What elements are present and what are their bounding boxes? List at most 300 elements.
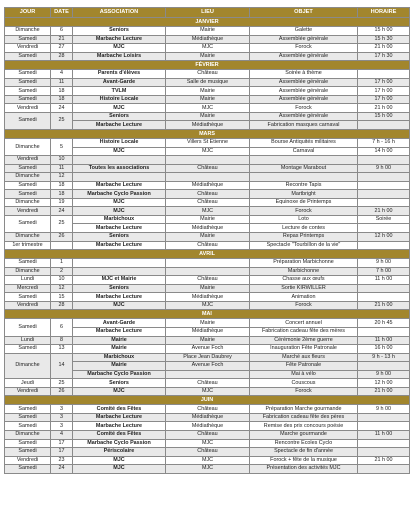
- cell-objet: Rencontre Ecoles Cyclo: [250, 439, 358, 448]
- cell-association: Marbichoux: [73, 353, 166, 362]
- cell-jour: Samedi: [5, 345, 51, 354]
- cell-association: Seniors: [73, 112, 166, 121]
- cell-date: 1: [51, 259, 73, 268]
- month-row: [5, 18, 410, 27]
- cell-jour: Samedi: [5, 448, 51, 457]
- cell-date: 6: [51, 319, 73, 336]
- header-date: DATE: [51, 8, 73, 18]
- cell-association: Mairie: [73, 345, 166, 354]
- cell-date: 28: [51, 52, 73, 61]
- cell-lieu: MJC: [166, 456, 250, 465]
- cell-horaire: [358, 448, 410, 457]
- cell-objet: Marbichonne: [250, 267, 358, 276]
- cell-date: 10: [51, 276, 73, 285]
- table-row: [5, 95, 410, 104]
- table-row: [5, 207, 410, 216]
- cell-lieu: Villers St Etienne: [166, 139, 250, 148]
- cell-association: Seniors: [73, 284, 166, 293]
- cell-jour: Samedi: [5, 70, 51, 79]
- cell-horaire: [358, 121, 410, 130]
- month-header: MARS: [5, 130, 410, 139]
- cell-horaire: 21 h 00: [358, 104, 410, 113]
- cell-objet: Martbright: [250, 190, 358, 199]
- cell-jour: Samedi: [5, 164, 51, 173]
- month-header: AVRIL: [5, 250, 410, 259]
- table-row: [5, 215, 410, 224]
- cell-objet: Chasse aux œufs: [250, 276, 358, 285]
- table-row: [5, 35, 410, 44]
- cell-horaire: [358, 413, 410, 422]
- cell-association: Comité des Fêtes: [73, 405, 166, 414]
- table-row: [5, 267, 410, 276]
- table-row: [5, 448, 410, 457]
- month-row: [5, 61, 410, 70]
- cell-jour: Dimanche: [5, 27, 51, 36]
- table-row: [5, 27, 410, 36]
- cell-objet: Remise des prix concours poésie: [250, 422, 358, 431]
- cell-horaire: 17 h 00: [358, 87, 410, 96]
- cell-association: [73, 259, 166, 268]
- cell-date: 21: [51, 35, 73, 44]
- table-row: [5, 112, 410, 121]
- table-row: [5, 319, 410, 328]
- table-row: [5, 284, 410, 293]
- cell-objet: Bourse Antiquités militaires: [250, 139, 358, 148]
- table-row: [5, 104, 410, 113]
- cell-horaire: 9 h 00: [358, 370, 410, 379]
- cell-lieu: Château: [166, 405, 250, 414]
- month-header: JUIN: [5, 396, 410, 405]
- cell-jour: Samedi: [5, 405, 51, 414]
- cell-objet: Soirée à thème: [250, 70, 358, 79]
- cell-date: 13: [51, 345, 73, 354]
- cell-jour: Samedi: [5, 52, 51, 61]
- cell-lieu: Mairie: [166, 336, 250, 345]
- cell-date: 19: [51, 198, 73, 207]
- month-row: [5, 130, 410, 139]
- cell-objet: [250, 156, 358, 165]
- table-row: [5, 336, 410, 345]
- cell-horaire: [358, 422, 410, 431]
- cell-association: Marbache Loisirs: [73, 52, 166, 61]
- cell-date: 11: [51, 78, 73, 87]
- header-jour: JOUR: [5, 8, 51, 18]
- cell-jour: Dimanche: [5, 233, 51, 242]
- cell-objet: Fête Patronale: [250, 362, 358, 371]
- cell-date: 5: [51, 139, 73, 156]
- cell-horaire: 20 h 45: [358, 319, 410, 328]
- table-row: [5, 156, 410, 165]
- cell-jour: Samedi: [5, 181, 51, 190]
- table-row: [5, 87, 410, 96]
- table-body: [5, 18, 410, 474]
- cell-date: 11: [51, 164, 73, 173]
- month-header: MAI: [5, 310, 410, 319]
- table-row: [5, 78, 410, 87]
- cell-jour: Jeudi: [5, 379, 51, 388]
- cell-horaire: [358, 439, 410, 448]
- cell-jour: Dimanche: [5, 267, 51, 276]
- cell-association: Marbache Lecture: [73, 327, 166, 336]
- cell-lieu: MJC: [166, 301, 250, 310]
- cell-objet: Assemblée générale: [250, 52, 358, 61]
- cell-association: Marbache Cyclo Passion: [73, 190, 166, 199]
- cell-date: 24: [51, 207, 73, 216]
- cell-association: Seniors: [73, 379, 166, 388]
- table-row: [5, 233, 410, 242]
- cell-date: 3: [51, 422, 73, 431]
- cell-horaire: 7 h - 16 h: [358, 139, 410, 148]
- cell-association: Marbache Lecture: [73, 293, 166, 302]
- cell-lieu: Mairie: [166, 87, 250, 96]
- cell-association: Périscolaire: [73, 448, 166, 457]
- cell-objet: Marche gourmande: [250, 430, 358, 439]
- cell-lieu: Château: [166, 430, 250, 439]
- cell-objet: [250, 173, 358, 182]
- cell-lieu: MJC: [166, 439, 250, 448]
- cell-lieu: Mairie: [166, 95, 250, 104]
- cell-date: 6: [51, 27, 73, 36]
- cell-objet: Présentation des activités MJC: [250, 465, 358, 474]
- cell-date: 18: [51, 190, 73, 199]
- cell-objet: Spectacle de fin d'année: [250, 448, 358, 457]
- table-row: [5, 173, 410, 182]
- cell-association: Marbache Lecture: [73, 181, 166, 190]
- table-row: [5, 259, 410, 268]
- cell-objet: Préparation Marche gourmande: [250, 405, 358, 414]
- cell-lieu: Médiathèque: [166, 413, 250, 422]
- cell-objet: Assemblée générale: [250, 87, 358, 96]
- events-calendar-table: [4, 7, 410, 474]
- cell-objet: Montage Marabout: [250, 164, 358, 173]
- cell-jour: Samedi: [5, 215, 51, 232]
- cell-date: 8: [51, 336, 73, 345]
- cell-objet: Fabrication cadeau fête des pères: [250, 413, 358, 422]
- table-row: [5, 465, 410, 474]
- cell-association: Seniors: [73, 27, 166, 36]
- cell-lieu: Château: [166, 190, 250, 199]
- cell-lieu: Château: [166, 164, 250, 173]
- cell-horaire: 17 h 00: [358, 78, 410, 87]
- table-row: [5, 241, 410, 250]
- cell-lieu: Médiathèque: [166, 181, 250, 190]
- cell-jour: Lundi: [5, 336, 51, 345]
- table-row: [5, 439, 410, 448]
- cell-lieu: Mairie: [166, 319, 250, 328]
- table-row: [5, 379, 410, 388]
- cell-jour: Samedi: [5, 259, 51, 268]
- cell-horaire: [358, 173, 410, 182]
- cell-objet: Inauguration Fête Patronale: [250, 345, 358, 354]
- cell-association: MJC: [73, 465, 166, 474]
- month-header: FÉVRIER: [5, 61, 410, 70]
- cell-objet: Assemblée générale: [250, 78, 358, 87]
- cell-association: Marbache Lecture: [73, 35, 166, 44]
- cell-objet: Assemblée générale: [250, 35, 358, 44]
- cell-association: MJC: [73, 207, 166, 216]
- cell-horaire: [358, 156, 410, 165]
- cell-lieu: Château: [166, 448, 250, 457]
- cell-jour: Vendredi: [5, 207, 51, 216]
- cell-date: 18: [51, 95, 73, 104]
- cell-jour: Vendredi: [5, 104, 51, 113]
- cell-association: Marbache Cyclo Passion: [73, 439, 166, 448]
- month-row: [5, 250, 410, 259]
- cell-lieu: Château: [166, 198, 250, 207]
- cell-objet: Animation: [250, 293, 358, 302]
- cell-association: Comité des Fêtes: [73, 430, 166, 439]
- cell-lieu: Salle de musique: [166, 78, 250, 87]
- cell-jour: Samedi: [5, 112, 51, 129]
- cell-horaire: [358, 241, 410, 250]
- cell-lieu: Médiathèque: [166, 35, 250, 44]
- cell-association: Mairie: [73, 362, 166, 371]
- cell-lieu: Médiathèque: [166, 293, 250, 302]
- cell-lieu: Château: [166, 241, 250, 250]
- cell-objet: Sortie KIRWILLER: [250, 284, 358, 293]
- cell-lieu: Avenue Foch: [166, 362, 250, 371]
- header-horaire: HORAIRE: [358, 8, 410, 18]
- cell-horaire: 17 h 00: [358, 95, 410, 104]
- cell-jour: Dimanche: [5, 139, 51, 156]
- cell-lieu: MJC: [166, 207, 250, 216]
- cell-objet: Lecture de contes: [250, 224, 358, 233]
- cell-horaire: 11 h 00: [358, 276, 410, 285]
- cell-lieu: Mairie: [166, 112, 250, 121]
- cell-lieu: MJC: [166, 104, 250, 113]
- header-association: ASSOCIATION: [73, 8, 166, 18]
- cell-association: MJC: [73, 301, 166, 310]
- cell-date: 23: [51, 456, 73, 465]
- cell-association: Marbichoux: [73, 215, 166, 224]
- table-row: [5, 44, 410, 53]
- cell-date: 2: [51, 267, 73, 276]
- cell-horaire: 12 h 00: [358, 379, 410, 388]
- cell-horaire: 21 h 00: [358, 456, 410, 465]
- cell-lieu: Château: [166, 70, 250, 79]
- cell-lieu: MJC: [166, 44, 250, 53]
- cell-jour: Samedi: [5, 87, 51, 96]
- table-row: [5, 139, 410, 148]
- cell-association: [73, 267, 166, 276]
- cell-objet: Recontre Tapis: [250, 181, 358, 190]
- cell-objet: Préparation Marbichonne: [250, 259, 358, 268]
- cell-association: Marbache Lecture: [73, 121, 166, 130]
- cell-lieu: MJC: [166, 387, 250, 396]
- cell-date: 12: [51, 173, 73, 182]
- cell-association: Avant-Garde: [73, 319, 166, 328]
- month-row: [5, 310, 410, 319]
- cell-horaire: [358, 70, 410, 79]
- cell-jour: Lundi: [5, 276, 51, 285]
- cell-horaire: 9 h - 13 h: [358, 353, 410, 362]
- cell-lieu: [166, 370, 250, 379]
- table-row: [5, 430, 410, 439]
- cell-association: MJC: [73, 104, 166, 113]
- cell-association: [73, 156, 166, 165]
- cell-objet: Mai à vélo: [250, 370, 358, 379]
- cell-association: Marbache Lecture: [73, 422, 166, 431]
- cell-association: Histoire Locale: [73, 95, 166, 104]
- cell-horaire: [358, 362, 410, 371]
- cell-date: 24: [51, 465, 73, 474]
- cell-jour: Vendredi: [5, 156, 51, 165]
- cell-objet: Fabrication masques carnaval: [250, 121, 358, 130]
- table-row: [5, 405, 410, 414]
- cell-jour: Samedi: [5, 35, 51, 44]
- table-row: [5, 413, 410, 422]
- cell-date: 3: [51, 405, 73, 414]
- cell-objet: Forock + fête de la musique: [250, 456, 358, 465]
- cell-jour: Dimanche: [5, 430, 51, 439]
- cell-date: 25: [51, 379, 73, 388]
- cell-jour: Dimanche: [5, 173, 51, 182]
- cell-horaire: 9 h 00: [358, 259, 410, 268]
- cell-date: 17: [51, 448, 73, 457]
- cell-jour: Samedi: [5, 465, 51, 474]
- cell-date: 27: [51, 44, 73, 53]
- cell-date: 18: [51, 87, 73, 96]
- cell-lieu: Château: [166, 379, 250, 388]
- cell-jour: Vendredi: [5, 44, 51, 53]
- cell-lieu: MJC: [166, 465, 250, 474]
- cell-horaire: 15 h 00: [358, 112, 410, 121]
- cell-horaire: 9 h 00: [358, 405, 410, 414]
- cell-objet: Forock: [250, 387, 358, 396]
- cell-date: 17: [51, 439, 73, 448]
- cell-date: 3: [51, 413, 73, 422]
- cell-objet: Fabrication cadeau fête des mères: [250, 327, 358, 336]
- cell-association: Marbache Lecture: [73, 241, 166, 250]
- cell-horaire: 21 h 00: [358, 387, 410, 396]
- cell-association: MJC et Mairie: [73, 276, 166, 285]
- cell-lieu: [166, 259, 250, 268]
- cell-lieu: Mairie: [166, 27, 250, 36]
- cell-objet: Carnaval: [250, 147, 358, 156]
- cell-horaire: 21 h 00: [358, 301, 410, 310]
- cell-date: 18: [51, 181, 73, 190]
- table-row: [5, 345, 410, 354]
- cell-objet: Assemblée générale: [250, 112, 358, 121]
- cell-horaire: 21 h 00: [358, 44, 410, 53]
- cell-association: MJC: [73, 456, 166, 465]
- cell-objet: Spectacle "Tourbillon de la vie": [250, 241, 358, 250]
- cell-lieu: Médiathèque: [166, 121, 250, 130]
- cell-date: 10: [51, 156, 73, 165]
- cell-association: Parents d'élèves: [73, 70, 166, 79]
- cell-jour: Samedi: [5, 78, 51, 87]
- cell-lieu: Avenue Foch: [166, 345, 250, 354]
- table-row: [5, 301, 410, 310]
- cell-jour: Vendredi: [5, 301, 51, 310]
- cell-jour: Samedi: [5, 413, 51, 422]
- cell-date: 12: [51, 284, 73, 293]
- cell-date: 14: [51, 353, 73, 379]
- cell-horaire: 15 h 00: [358, 27, 410, 36]
- table-row: [5, 456, 410, 465]
- cell-horaire: 7 h 00: [358, 267, 410, 276]
- cell-horaire: 16 h 00: [358, 345, 410, 354]
- month-row: [5, 396, 410, 405]
- cell-objet: Concert annuel: [250, 319, 358, 328]
- cell-horaire: [358, 293, 410, 302]
- table-row: [5, 70, 410, 79]
- cell-association: MJC: [73, 387, 166, 396]
- cell-objet: Forock: [250, 44, 358, 53]
- cell-objet: Forock: [250, 104, 358, 113]
- cell-horaire: 14 h 00: [358, 147, 410, 156]
- cell-jour: Samedi: [5, 422, 51, 431]
- cell-jour: Samedi: [5, 293, 51, 302]
- cell-objet: Forock: [250, 301, 358, 310]
- cell-jour: Dimanche: [5, 353, 51, 379]
- cell-lieu: [166, 267, 250, 276]
- header-lieu: LIEU: [166, 8, 250, 18]
- cell-jour: Mercredi: [5, 284, 51, 293]
- cell-objet: Loto: [250, 215, 358, 224]
- month-header: JANVIER: [5, 18, 410, 27]
- cell-lieu: [166, 156, 250, 165]
- cell-lieu: Médiathèque: [166, 422, 250, 431]
- cell-jour: 1er trimestre: [5, 241, 51, 250]
- cell-date: 24: [51, 104, 73, 113]
- cell-horaire: [358, 190, 410, 199]
- cell-lieu: Place Jean Daubrey: [166, 353, 250, 362]
- cell-objet: Assemblée générale: [250, 95, 358, 104]
- table-row: [5, 164, 410, 173]
- table-row: [5, 181, 410, 190]
- header-objet: OBJET: [250, 8, 358, 18]
- cell-date: 26: [51, 233, 73, 242]
- cell-lieu: Médiathèque: [166, 327, 250, 336]
- cell-jour: Dimanche: [5, 198, 51, 207]
- cell-lieu: Château: [166, 276, 250, 285]
- cell-date: [51, 241, 73, 250]
- cell-objet: Galette: [250, 27, 358, 36]
- cell-association: Toutes les associations: [73, 164, 166, 173]
- cell-association: MJC: [73, 147, 166, 156]
- cell-date: 25: [51, 112, 73, 129]
- cell-lieu: Mairie: [166, 233, 250, 242]
- cell-association: Mairie: [73, 336, 166, 345]
- cell-horaire: 17 h 30: [358, 52, 410, 61]
- cell-jour: Samedi: [5, 439, 51, 448]
- cell-lieu: Mairie: [166, 215, 250, 224]
- cell-date: 15: [51, 293, 73, 302]
- cell-jour: Vendredi: [5, 456, 51, 465]
- table-row: [5, 353, 410, 362]
- cell-horaire: [358, 224, 410, 233]
- table-row: [5, 387, 410, 396]
- cell-date: 4: [51, 430, 73, 439]
- table-row: [5, 422, 410, 431]
- cell-objet: Couscous: [250, 379, 358, 388]
- cell-horaire: 9 h 00: [358, 164, 410, 173]
- table-row: [5, 198, 410, 207]
- cell-date: 4: [51, 70, 73, 79]
- cell-association: TVLM: [73, 87, 166, 96]
- cell-horaire: [358, 327, 410, 336]
- cell-association: Marbache Lecture: [73, 224, 166, 233]
- cell-horaire: 21 h 00: [358, 207, 410, 216]
- cell-association: [73, 173, 166, 182]
- cell-lieu: Mairie: [166, 284, 250, 293]
- cell-association: Marbache Cyclo Passion: [73, 370, 166, 379]
- cell-association: Seniors: [73, 233, 166, 242]
- cell-date: 28: [51, 301, 73, 310]
- cell-horaire: 12 h 00: [358, 233, 410, 242]
- cell-horaire: 11 h 00: [358, 430, 410, 439]
